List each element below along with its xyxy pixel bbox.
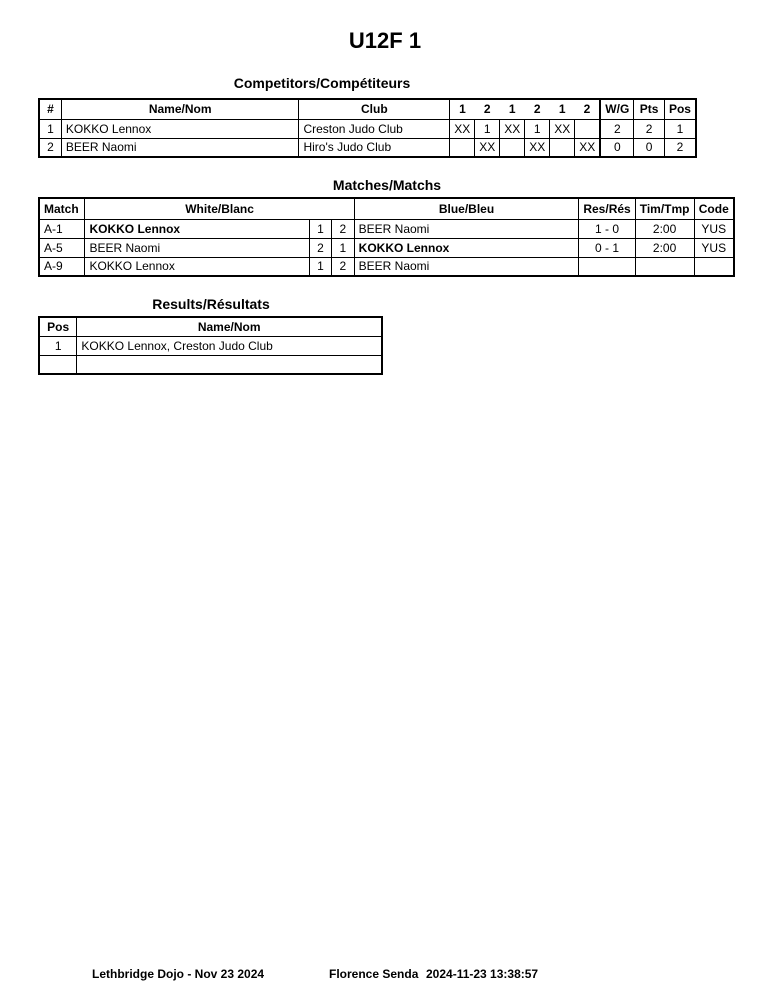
col-header-pos: Pos <box>39 317 77 336</box>
result-name <box>77 355 382 374</box>
matches-section-title: Matches/Matchs <box>332 177 442 193</box>
page-title: U12F 1 <box>348 28 422 53</box>
round-cell: XX <box>450 119 475 138</box>
table-row <box>39 257 734 276</box>
col-header-white: White/Blanc <box>85 198 354 219</box>
round-cell: 1 <box>525 119 550 138</box>
blue-player: BEER Naomi <box>354 257 579 276</box>
footer-operator: Florence Senda <box>329 967 419 981</box>
result-name: KOKKO Lennox, Creston Judo Club <box>77 336 382 355</box>
col-header-code: Code <box>694 198 734 219</box>
competitor-club: Hiro's Judo Club <box>299 138 450 157</box>
footer-timestamp: 2024-11-23 13:38:57 <box>426 967 539 981</box>
col-header-club: Club <box>299 99 450 119</box>
blue-num: 1 <box>331 238 354 257</box>
table-row <box>39 219 734 238</box>
white-num: 1 <box>310 219 332 238</box>
white-player: KOKKO Lennox <box>85 257 310 276</box>
match-id: A-9 <box>39 257 85 276</box>
competitor-pos: 1 <box>664 119 696 138</box>
match-result: 0 - 1 <box>579 238 635 257</box>
result-pos: 1 <box>39 336 77 355</box>
competitor-wg: 0 <box>600 138 634 157</box>
result-pos <box>39 355 77 374</box>
round-cell: XX <box>525 138 550 157</box>
match-code: YUS <box>694 219 734 238</box>
col-header-wg: W/G <box>600 99 634 119</box>
round-cell: XX <box>475 138 500 157</box>
match-result <box>579 257 635 276</box>
table-row <box>39 119 696 138</box>
table-row <box>39 336 382 355</box>
col-header-name: Name/Nom <box>77 317 382 336</box>
col-header-match: Match <box>39 198 85 219</box>
col-header-round: 1 <box>450 99 475 119</box>
match-result: 1 - 0 <box>579 219 635 238</box>
results-section-title: Results/Résultats <box>152 296 270 312</box>
competitors-header-row <box>39 99 696 119</box>
competitor-num: 2 <box>39 138 61 157</box>
col-header-round: 2 <box>475 99 500 119</box>
competitor-name: KOKKO Lennox <box>61 119 299 138</box>
competitor-pos: 2 <box>664 138 696 157</box>
matches-table <box>38 197 735 277</box>
match-code: YUS <box>694 238 734 257</box>
match-code <box>694 257 734 276</box>
white-player: BEER Naomi <box>85 238 310 257</box>
col-header-round: 1 <box>550 99 575 119</box>
round-cell: 1 <box>475 119 500 138</box>
round-cell <box>450 138 475 157</box>
col-header-time: Tim/Tmp <box>635 198 694 219</box>
round-cell <box>550 138 575 157</box>
col-header-round: 2 <box>525 99 550 119</box>
round-cell: XX <box>575 138 601 157</box>
blue-num: 2 <box>331 219 354 238</box>
col-header-pts: Pts <box>634 99 665 119</box>
white-num: 1 <box>310 257 332 276</box>
round-cell <box>575 119 601 138</box>
round-cell: XX <box>500 119 525 138</box>
white-num: 2 <box>310 238 332 257</box>
competitor-club: Creston Judo Club <box>299 119 450 138</box>
col-header-round: 1 <box>500 99 525 119</box>
competitor-name: BEER Naomi <box>61 138 299 157</box>
match-time <box>635 257 694 276</box>
competitor-wg: 2 <box>600 119 634 138</box>
matches-header-row <box>39 198 734 219</box>
results-header-row <box>39 317 382 336</box>
competitors-table <box>38 98 697 158</box>
match-id: A-1 <box>39 219 85 238</box>
blue-player: BEER Naomi <box>354 219 579 238</box>
col-header-pos: Pos <box>664 99 696 119</box>
competitor-pts: 0 <box>634 138 665 157</box>
match-time: 2:00 <box>635 238 694 257</box>
blue-num: 2 <box>331 257 354 276</box>
match-id: A-5 <box>39 238 85 257</box>
footer-location: Lethbridge Dojo - Nov 23 2024 <box>92 967 265 981</box>
round-cell <box>500 138 525 157</box>
col-header-blue: Blue/Bleu <box>354 198 579 219</box>
round-cell: XX <box>550 119 575 138</box>
col-header-num: # <box>39 99 61 119</box>
competitor-pts: 2 <box>634 119 665 138</box>
table-row <box>39 238 734 257</box>
white-player: KOKKO Lennox <box>85 219 310 238</box>
competitor-num: 1 <box>39 119 61 138</box>
col-header-name: Name/Nom <box>61 99 299 119</box>
results-table <box>38 316 383 375</box>
competitors-section-title: Competitors/Compétiteurs <box>233 75 411 91</box>
table-row <box>39 138 696 157</box>
col-header-res: Res/Rés <box>579 198 635 219</box>
table-row <box>39 355 382 374</box>
col-header-round: 2 <box>575 99 601 119</box>
match-time: 2:00 <box>635 219 694 238</box>
blue-player: KOKKO Lennox <box>354 238 579 257</box>
